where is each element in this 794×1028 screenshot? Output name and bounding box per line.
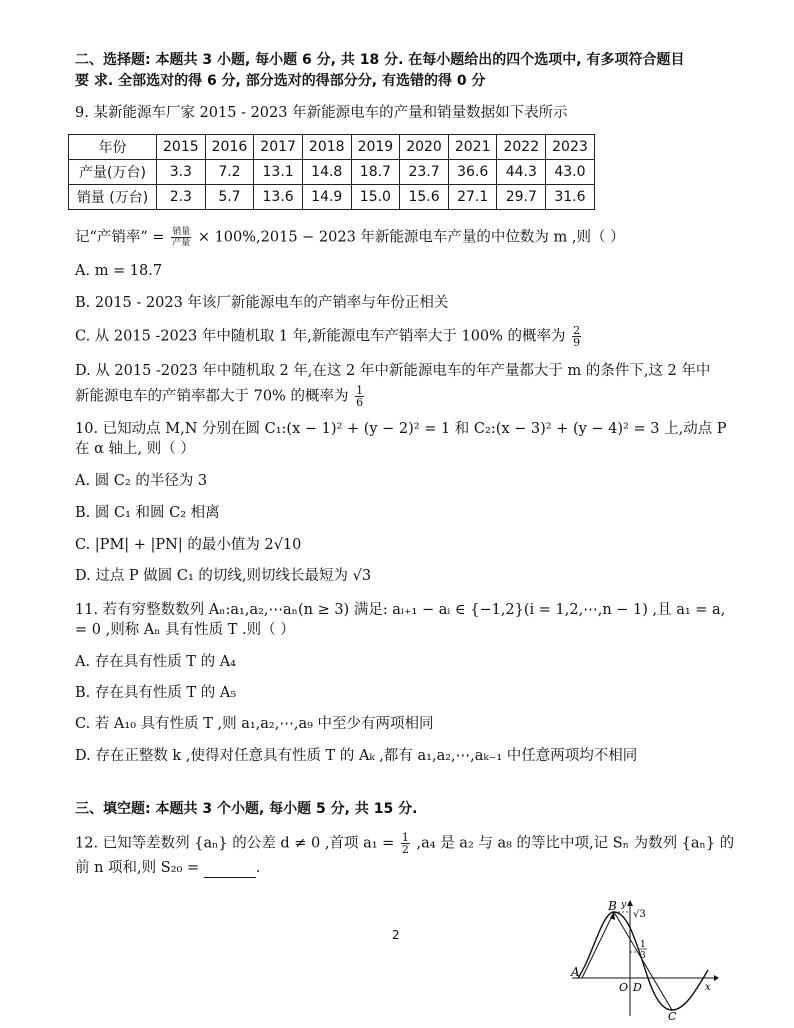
q9-stem: 9. 某新能源车厂家 2015 - 2023 年新能源电车的产量和销量数据如下表所示 [75, 105, 568, 121]
table-cell: 2018 [302, 135, 351, 160]
label-x: x [705, 982, 711, 993]
table-cell: 36.6 [448, 160, 497, 185]
table-header-row [69, 135, 595, 160]
def-prefix: 记“产销率” = [75, 229, 165, 246]
label-sqrt3: √3 [633, 909, 646, 920]
segment-bc [614, 912, 672, 1010]
fraction-denominator: 2 [401, 843, 409, 856]
q11-option-d: D. 存在正整数 k ,使得对任意具有性质 T 的 Aₖ ,都有 a₁,a₂,⋯,aₖ₋₁ 中任意两项均不相同 [75, 748, 638, 764]
q10-option-c: C. |PM| + |PN| 的最小值为 2√10 [75, 537, 302, 553]
q12-end: . [255, 860, 261, 876]
label-third-den: 3 [640, 951, 646, 961]
table-cell: 2017 [254, 135, 303, 160]
table-cell: 15.0 [351, 185, 400, 210]
table-cell: 2022 [497, 135, 546, 160]
table-cell: 3.3 [157, 160, 206, 185]
table-cell: 27.1 [448, 185, 497, 210]
def-fraction [171, 227, 191, 248]
q9-option-d-line1: D. 从 2015 -2023 年中随机取 2 年,在这 2 年中新能源电车的年产量都大于 m 的条件下,这 2 年中 [75, 363, 711, 379]
fraction-numerator: 1 [356, 384, 364, 397]
label-third-num: 1 [640, 940, 646, 950]
option-d-fraction [355, 385, 364, 408]
label-d: D [633, 981, 642, 994]
table-cell: 5.7 [205, 185, 254, 210]
table-cell: 14.9 [302, 185, 351, 210]
table-cell: 产量(万台) [69, 160, 157, 185]
table-cell: 2015 [157, 135, 206, 160]
label-b: B [608, 899, 617, 913]
table-cell: 2021 [448, 135, 497, 160]
q12-fraction [401, 832, 410, 855]
table-cell: 31.6 [546, 185, 595, 210]
table-cell: 23.7 [400, 160, 449, 185]
q11-option-a: A. 存在具有性质 T 的 A₄ [75, 654, 236, 670]
fraction-numerator: 2 [573, 324, 581, 337]
label-a: A [571, 965, 580, 979]
page-number: 2 [392, 928, 400, 942]
q12-text-b: ,a₄ 是 a₂ 与 a₈ 的等比中项,记 Sₙ 为数列 {aₙ} 的 [416, 835, 735, 852]
table-row [69, 160, 595, 185]
label-c: C [668, 1010, 677, 1020]
table-cell: 2.3 [157, 185, 206, 210]
label-y: y [621, 900, 627, 910]
q11-stem-line2: = 0 ,则称 Aₙ 具有性质 T .则（ ） [75, 622, 295, 638]
table-cell: 14.8 [302, 160, 351, 185]
table-cell: 销量 (万台) [69, 185, 157, 210]
table-cell: 43.0 [546, 160, 595, 185]
label-o: O [619, 981, 629, 994]
fraction-numerator: 销量 [172, 227, 191, 237]
table-cell: 7.2 [205, 160, 254, 185]
table-cell: 13.6 [254, 185, 303, 210]
table-cell: 年份 [69, 135, 157, 160]
q11-option-c: C. 若 A₁₀ 具有性质 T ,则 a₁,a₂,⋯,a₉ 中至少有两项相同 [75, 716, 434, 732]
q9-data-table [68, 134, 595, 210]
x-axis-arrow [714, 975, 719, 981]
table-cell: 18.7 [351, 160, 400, 185]
table-cell: 29.7 [497, 185, 546, 210]
sine-graph-figure [568, 898, 720, 1020]
q12-line2 [75, 858, 724, 878]
table-cell: 2019 [351, 135, 400, 160]
q10-stem-line1: 10. 已知动点 M,N 分别在圆 C₁:(x − 1)² + (y − 2)² = 1 和 C₂:(x − 3)² + (y − 4)² = 3 上,动点 P [75, 421, 727, 437]
segment-ab [582, 912, 614, 978]
y-axis-arrow [627, 900, 633, 906]
q9-option-c [75, 325, 724, 348]
section2-title-line2: 要 求. 全部选对的得 6 分, 部分选对的得部分分, 有选错的得 0 分 [75, 73, 486, 89]
q12-text-c: 前 n 项和,则 S₂₀ = [75, 860, 200, 876]
q12-text-a: 12. 已知等差数列 {aₙ} 的公差 d ≠ 0 ,首项 a₁ = [75, 835, 395, 852]
section2-title-line1: 二、选择题: 本题共 3 小题, 每小题 6 分, 共 18 分. 在每小题给出的四个选项中, 有多项符合题目 [75, 52, 685, 68]
section3-title: 三、填空题: 本题共 3 个小题, 每小题 5 分, 共 15 分. [75, 801, 418, 817]
q10-option-b: B. 圆 C₁ 和圆 C₂ 相离 [75, 505, 220, 521]
q9-option-b: B. 2015 - 2023 年该厂新能源电车的产销率与年份正相关 [75, 295, 449, 311]
fraction-denominator: 产量 [172, 238, 191, 248]
q9-definition [75, 227, 724, 248]
q12-line1 [75, 831, 735, 856]
fraction-numerator: 1 [401, 831, 409, 844]
option-c-fraction [572, 325, 581, 348]
q10-stem-line2: 在 α 轴上, 则（ ） [75, 441, 195, 457]
q10-option-a: A. 圆 C₂ 的半径为 3 [75, 473, 208, 489]
answer-blank[interactable] [204, 863, 256, 878]
table-cell: 2016 [205, 135, 254, 160]
q11-option-b: B. 存在具有性质 T 的 A₅ [75, 685, 237, 701]
option-c-text: C. 从 2015 -2023 年中随机取 1 年,新能源电车产销率大于 100% 的概率为 [75, 328, 566, 345]
option-d-text: 新能源电车的产销率都大于 70% 的概率为 [75, 388, 349, 405]
fraction-denominator: 6 [356, 396, 364, 409]
q11-stem-line1: 11. 若有穷整数数列 Aₙ:a₁,a₂,⋯aₙ(n ≥ 3) 满足: aᵢ₊₁ − aᵢ ∈ {−1,2}(i = 1,2,⋯,n − 1) ,且 a₁ = a, [75, 602, 726, 618]
q10-option-d: D. 过点 P 做圆 C₁ 的切线,则切线长最短为 √3 [75, 568, 372, 584]
q9-option-d-line2 [75, 385, 724, 408]
table-cell: 44.3 [497, 160, 546, 185]
fraction-denominator: 9 [573, 336, 581, 349]
def-suffix: × 100%,2015 − 2023 年新能源电车产量的中位数为 m ,则（ ） [197, 229, 625, 246]
q9-option-a: A. m = 18.7 [75, 263, 163, 279]
table-row [69, 185, 595, 210]
table-cell: 2023 [546, 135, 595, 160]
table-cell: 13.1 [254, 160, 303, 185]
table-cell: 2020 [400, 135, 449, 160]
table-cell: 15.6 [400, 185, 449, 210]
